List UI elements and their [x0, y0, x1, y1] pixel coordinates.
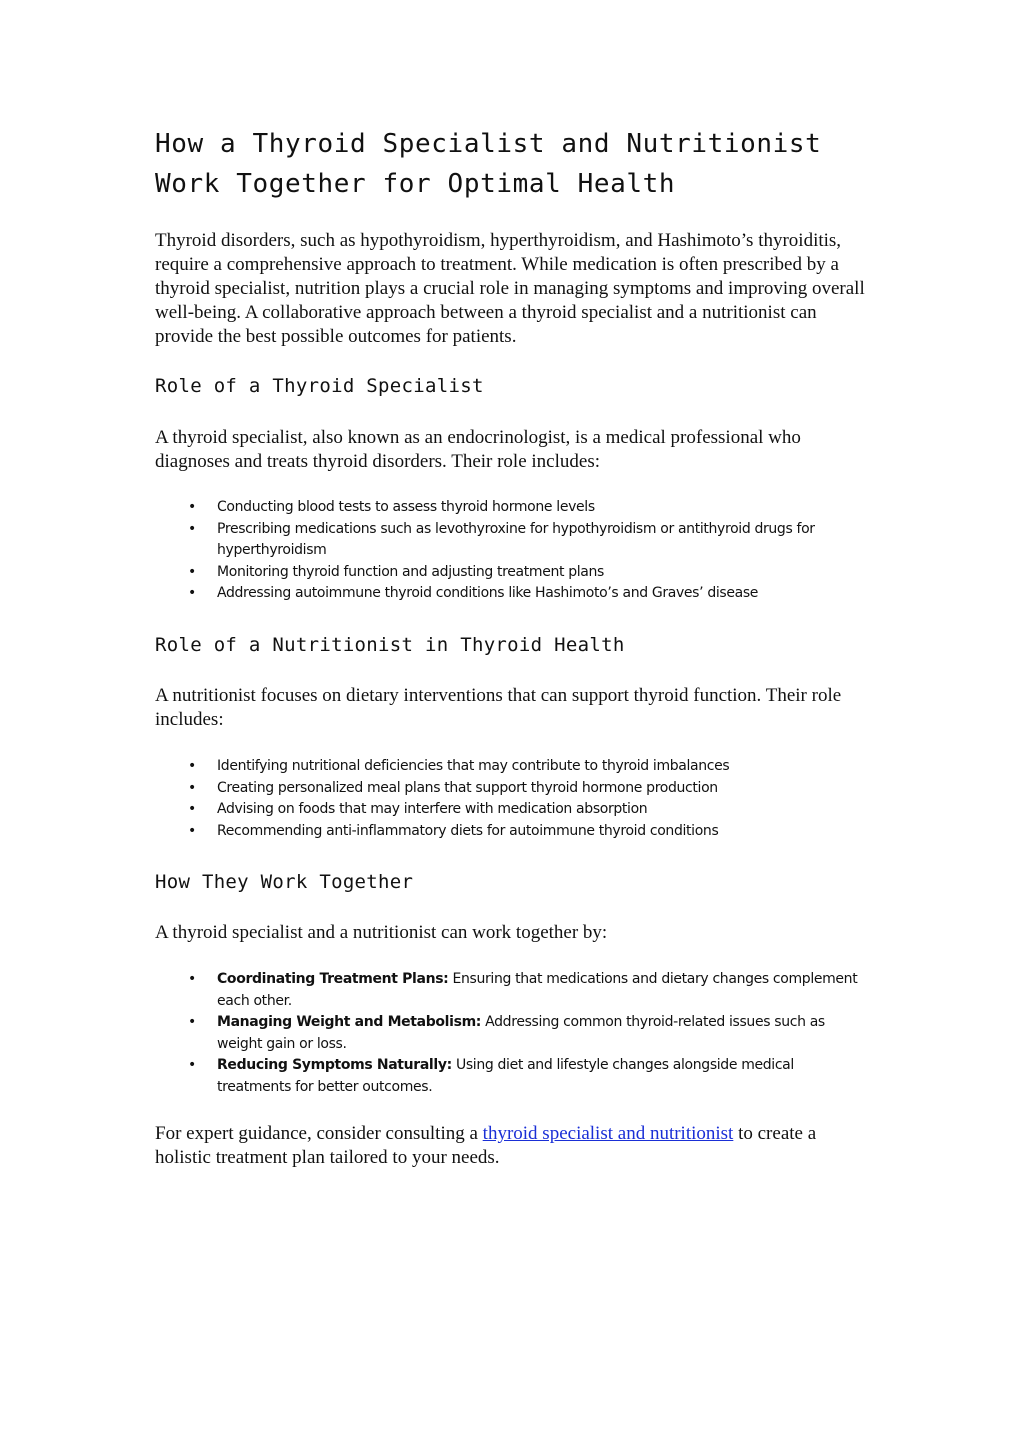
nutritionist-paragraph: A nutritionist focuses on dietary interventions that can support thyroid function. Their role includes: — [155, 685, 842, 730]
nutritionist-list — [155, 756, 870, 842]
specialist-list — [155, 497, 870, 605]
list-item-label: Reducing Symptoms Naturally: — [217, 1057, 452, 1073]
bullet-icon: • — [188, 1057, 196, 1073]
list-item-text: Conducting blood tests to assess thyroid hormone levels — [217, 499, 595, 515]
bullet-icon: • — [188, 563, 196, 580]
list-item-text: Monitoring thyroid function and adjusting treatment plans — [217, 563, 605, 580]
list-item — [155, 821, 870, 843]
list-item-label: Managing Weight and Metabolism: — [217, 1014, 482, 1030]
bullet-icon: • — [188, 758, 196, 774]
heading-nutritionist: Role of a Nutritionist in Thyroid Health — [155, 634, 625, 656]
closing-text-after: to create a holistic treatment plan tailored to your needs. — [155, 1123, 817, 1168]
list-item-text: Addressing autoimmune thyroid conditions like Hashimoto’s and Graves’ disease — [217, 585, 759, 601]
list-item — [155, 756, 870, 778]
together-list — [155, 969, 870, 1098]
title-line-2: Work Together for Optimal Health — [155, 169, 676, 199]
title-line-1: How a Thyroid Specialist and Nutritionist — [155, 129, 822, 159]
specialist-nutritionist-link[interactable]: thyroid specialist and nutritionist — [482, 1123, 734, 1144]
list-item — [155, 1055, 870, 1098]
bullet-icon: • — [188, 779, 196, 796]
list-item-text: Ensuring that medications and dietary changes complement each other. — [217, 971, 858, 1009]
list-item-text: Advising on foods that may interfere with medication absorption — [217, 801, 648, 817]
heading-work-together: How They Work Together — [155, 871, 414, 893]
bullet-icon: • — [188, 801, 196, 817]
bullet-icon: • — [188, 585, 196, 601]
list-item-text: Creating personalized meal plans that support thyroid hormone production — [217, 779, 718, 796]
list-item-text: Prescribing medications such as levothyroxine for hypothyroidism or antithyroid drugs for hyperthyroidism — [217, 520, 815, 558]
list-item — [155, 1012, 870, 1055]
together-paragraph: A thyroid specialist and a nutritionist can work together by: — [155, 922, 608, 943]
list-item-label: Coordinating Treatment Plans: — [217, 971, 449, 987]
list-item-text: Using diet and lifestyle changes alongside medical treatments for better outcomes. — [217, 1057, 794, 1095]
document-title — [155, 124, 870, 204]
specialist-paragraph: A thyroid specialist, also known as an endocrinologist, is a medical professional who diagnoses and treats thyroid disorders. Their role includes: — [155, 427, 801, 472]
heading-thyroid-specialist: Role of a Thyroid Specialist — [155, 375, 484, 397]
bullet-icon: • — [188, 499, 196, 515]
list-item-text: Identifying nutritional deficiencies that may contribute to thyroid imbalances — [217, 758, 730, 774]
closing-text-before: For expert guidance, consider consulting a — [155, 1123, 483, 1144]
list-item-text: Recommending anti-inflammatory diets for autoimmune thyroid conditions — [217, 822, 719, 839]
closing-paragraph — [155, 1122, 870, 1170]
intro-paragraph: Thyroid disorders, such as hypothyroidism, hyperthyroidism, and Hashimoto’s thyroiditis, require a comprehensive approach to treatment. While medication is often prescribed by a thyroid specialist, nutrition plays a crucial role in managing symptoms and improving overall well-being. A collaborative approach between a thyroid specialist and a nutritionist can provide the best possible outcomes for patients. — [155, 230, 865, 347]
bullet-icon: • — [188, 971, 196, 987]
list-item — [155, 562, 870, 584]
list-item — [155, 519, 870, 562]
list-item — [155, 778, 870, 800]
list-item — [155, 583, 870, 605]
list-item — [155, 969, 870, 1012]
list-item-text: Addressing common thyroid-related issues such as weight gain or loss. — [217, 1014, 825, 1052]
bullet-icon: • — [188, 520, 196, 537]
bullet-icon: • — [188, 822, 196, 839]
list-item — [155, 799, 870, 821]
bullet-icon: • — [188, 1014, 196, 1030]
list-item — [155, 497, 870, 519]
